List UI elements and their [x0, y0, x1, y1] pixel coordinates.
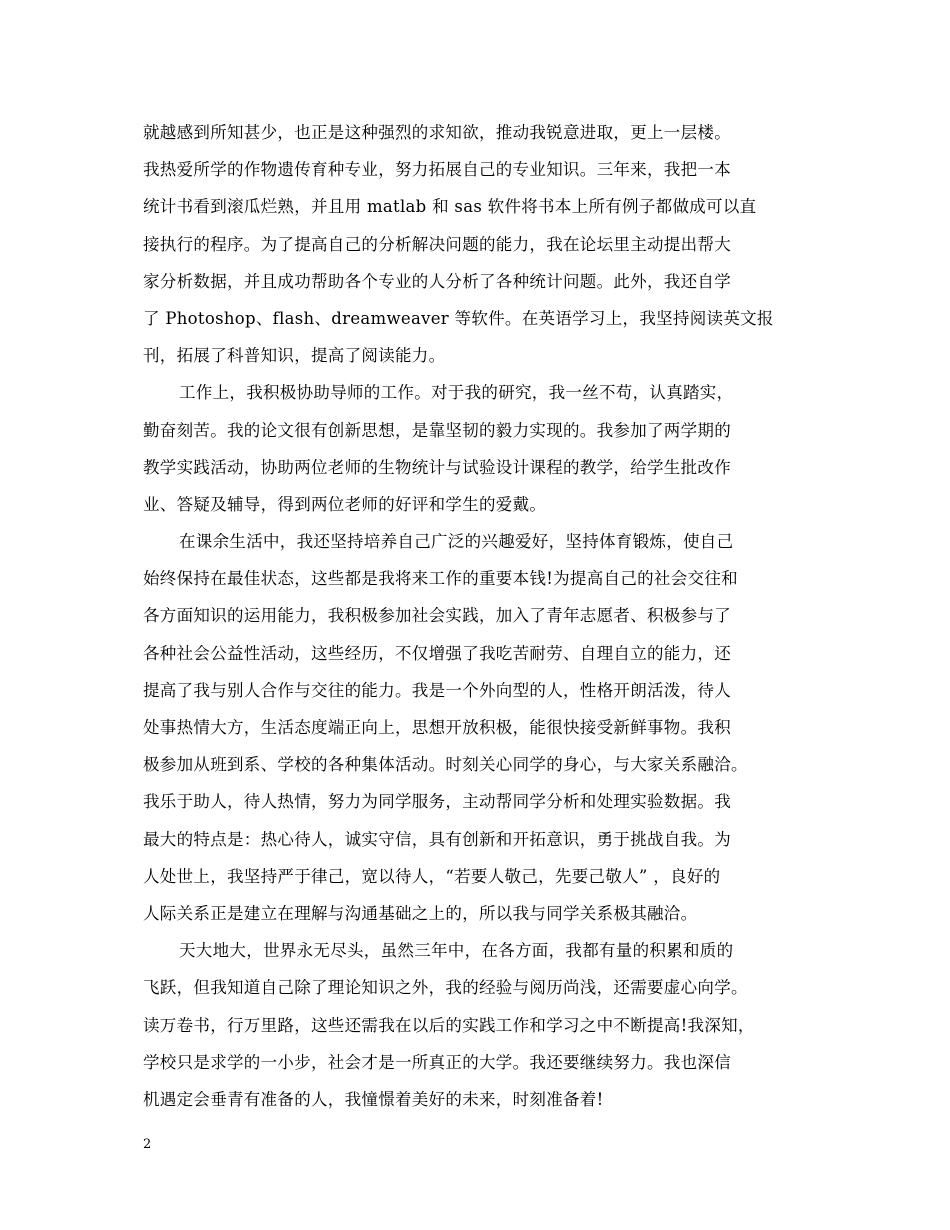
text-line: 家分析数据，并且成功帮助各个专业的人分析了各种统计问题。此外，我还自学: [143, 271, 731, 291]
text-line: 我热爱所学的作物遗传育种专业，努力拓展自己的专业知识。三年来，我把一本: [143, 160, 731, 180]
document-body: [143, 114, 823, 1118]
text-line: 处事热情大方，生活态度端正向上，思想开放积极，能很快接受新鲜事物。我积: [143, 718, 731, 737]
text-line: 各种社会公益性活动，这些经历，不仅增强了我吃苦耐劳、自理自立的能力，还: [143, 643, 731, 663]
text-line: 接执行的程序。为了提高自己的分析解决问题的能力，我在论坛里主动提出帮大: [143, 234, 731, 254]
text-line: 学校只是求学的一小步，社会才是一所真正的大学。我还要继续努力。我也深信: [143, 1052, 731, 1072]
text-line: 极参加从班到系、学校的各种集体活动。时刻关心同学的身心，与大家关系融洽。: [143, 755, 748, 775]
page-number: 2: [143, 1137, 152, 1152]
text-line: 统计书看到滚瓜烂熟，并且用 matlab 和 sas 软件将书本上所有例子都做成可以直: [143, 197, 757, 217]
text-line: 人处世上，我坚持严于律己，宽以待人，“若要人敬己，先要己敬人” ，良好的: [143, 866, 721, 886]
text-line: 始终保持在最佳状态，这些都是我将来工作的重要本钱!为提高自己的社会交往和: [143, 569, 738, 589]
text-line: 飞跃，但我知道自己除了理论知识之外，我的经验与阅历尚浅，还需要虚心向学。: [143, 978, 748, 998]
paragraph-first-line: 在课余生活中，我还坚持培养自己广泛的兴趣爱好，坚持体育锻炼，使自己: [179, 532, 734, 552]
text-line: 就越感到所知甚少，也正是这种强烈的求知欲，推动我锐意进取，更上一层楼。: [143, 123, 731, 142]
text-line: 我乐于助人，待人热情，努力为同学服务，主动帮同学分析和处理实验数据。我: [143, 792, 731, 812]
text-line: 人际关系正是建立在理解与沟通基础之上的，所以我与同学关系极其融洽。: [143, 903, 698, 923]
text-line: 勤奋刻苦。我的论文很有创新思想，是靠坚韧的毅力实现的。我参加了两学期的: [143, 420, 731, 440]
text-line: 读万卷书，行万里路，这些还需我在以后的实践工作和学习之中不断提高!我深知，: [143, 1015, 755, 1035]
paragraph-first-line: 工作上，我积极协助导师的工作。对于我的研究，我一丝不苟，认真踏实，: [179, 383, 734, 403]
text-line: 了 Photoshop、flash、dreamweaver 等软件。在英语学习上，我坚持阅读英文报: [143, 308, 774, 328]
text-line: 业、答疑及辅导，得到两位老师的好评和学生的爱戴。: [143, 494, 547, 514]
text-line: 机遇定会垂青有准备的人，我憧憬着美好的未来，时刻准备着!: [143, 1089, 604, 1109]
text-line: 最大的特点是：热心待人，诚实守信，具有创新和开拓意识，勇于挑战自我。为: [143, 829, 731, 849]
text-line: 刊，拓展了科普知识，提高了阅读能力。: [143, 346, 446, 366]
text-line: 教学实践活动，协助两位老师的生物统计与试验设计课程的教学，给学生批改作: [143, 457, 731, 477]
text-line: 各方面知识的运用能力，我积极参加社会实践，加入了青年志愿者、积极参与了: [143, 606, 731, 626]
paragraph-first-line: 天大地大，世界永无尽头，虽然三年中，在各方面，我都有量的积累和质的: [179, 941, 734, 961]
text-line: 提高了我与别人合作与交往的能力。我是一个外向型的人，性格开朗活泼，待人: [143, 680, 731, 700]
